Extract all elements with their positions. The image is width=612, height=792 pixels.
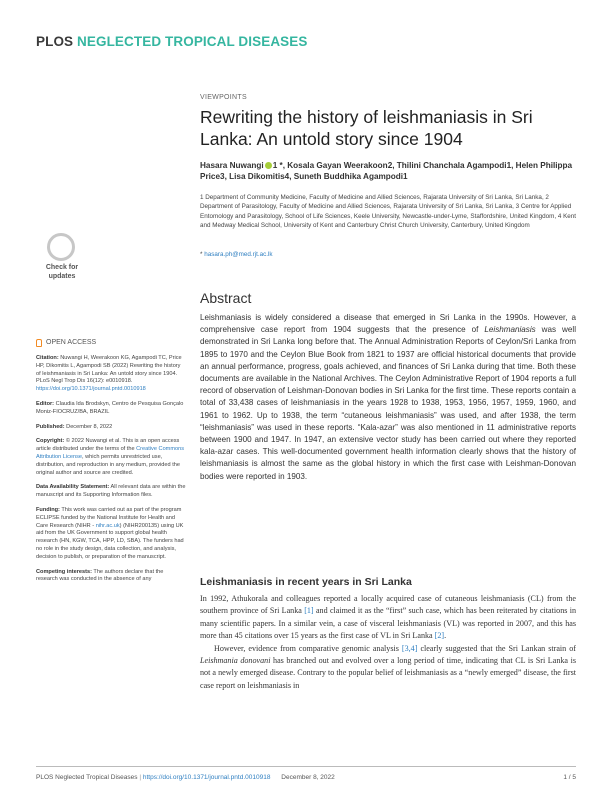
journal-brand — [36, 34, 308, 49]
footer-date: December 8, 2022 — [281, 774, 335, 781]
first-author: Hasara Nuwangi — [200, 161, 264, 170]
author-list — [200, 160, 580, 182]
check-updates-label: Check for updates — [45, 264, 79, 280]
funding-block: Funding: This work was carried out as part of the program ECLIPSE funded by the National Institute for Health and Care Research (NIHR - nihr.ac.uk) (NIHR200135) using UK aid from the UK Government to support global health research (HN, KGW, TCA, HPP, LD, SBA). The funders had no role in the study design, data collection, and analysis, decision to publish, or preparation of the manuscript. — [36, 506, 184, 560]
authors-middle: 1 *, Kosala Gayan Weerakoon — [272, 161, 388, 170]
copyright-block: Copyright: © 2022 Nuwangi et al. This is an open access article distributed under the terms of the Creative Commons Attribution License, which permits unrestricted use, distribution, and reproduction in any medium, provided the original author and source are credited. — [36, 438, 185, 476]
footer-divider — [36, 766, 576, 767]
nihr-link[interactable]: nihr.ac.uk — [95, 522, 120, 529]
open-lock-icon — [36, 339, 42, 347]
competing-interests-block: Competing interests: The authors declare that the research was conducted in the absence of any — [36, 568, 164, 583]
abstract-text: Leishmaniasis is widely considered a disease that emerged in Sri Lanka in the 1990s. However, a comprehensive case report from 1904 suggests that the presence of Leishmaniasis was well demonstrated in Sri Lanka long before that. The Annual Administration Reports of Ceylon/Sri Lanka from 1895 to 1970 and the Ceylon Blue Book from 1821 to 1937 are official historical documents that provide an annual performance, progress, goals achieved, and finances of Sri Lanka during that time. Both these documents are available in the National Archives. The Ceylon Administrative Report of 1904 reports a full record of observation of Leishman-Donovan bodies in Sri Lanka for the first time. These reports contain a total of 33,438 cases of leishmaniasis in the years 1928 to 1938, 1953, 1956, 1957, 1959, 1960, and 1961 to 1962. Up to 1938, the term “cutaneous leishmaniasis” was used, and after 1938, the term “leishmaniasis” was used in these reports. “Kala-azar” was also mentioned in 11 administrative reports between 1900 and 1947. In 1947, an extensive vector study has been carried out where they reported kala-azar cases. This well-documented government health information clearly shows that the history of leishmaniasis is almost the same as the global history in which the first case with Leishman-Donovan bodies were reported in 1903. — [200, 313, 576, 481]
article-sidebar — [36, 339, 186, 591]
brand-plos: PLOS — [36, 34, 74, 49]
footer-doi-link[interactable]: https://doi.org/10.1371/journal.pntd.0010918 — [142, 774, 271, 781]
editor-block: Editor: Claudia Ida Brodskyn, Centro de Pesquisa Gonçalo Moniz-FIOCRUZ/BA, BRAZIL — [36, 400, 184, 415]
brand-journal-name: NEGLECTED TROPICAL DISEASES — [77, 34, 308, 49]
article-title: Rewriting the history of leishmaniasis in Sri Lanka: An untold story since 1904 — [200, 107, 533, 149]
citation-block: Citation: Nuwangi H, Weerakoon KG, Agampodi TC, Price HP, Dikomitis L, Agampodi SB (2022) Rewriting the history of leishmaniasis in Sri Lanka: An untold story since 1904. PLoS Negl Trop Dis 16(12): e0010918. https://doi.org/10.1371/journal.pntd.0010918 — [36, 355, 182, 393]
page-footer — [36, 774, 335, 781]
license-link[interactable]: Creative Commons Attribution License — [36, 446, 185, 460]
footer-separator: | — [139, 774, 142, 781]
check-updates-icon — [47, 233, 75, 261]
page-number: 1 / 5 — [563, 774, 576, 781]
reference-link-2[interactable]: [2] — [434, 631, 445, 641]
data-availability-block: Data Availability Statement: All relevant data are within the manuscript and its Supporting Information files. — [36, 484, 186, 499]
section-heading: Leishmaniasis in recent years in Sri Lanka — [200, 576, 412, 588]
email-link[interactable]: hasara.ph@med.rjt.ac.lk — [204, 251, 273, 258]
published-block: Published: December 8, 2022 — [36, 423, 113, 430]
footer-journal: PLOS Neglected Tropical Diseases — [36, 774, 138, 781]
body-paragraph: In 1992, Athukorala and colleagues reported a locally acquired case of cutaneous leishmaniasis (CL) from the southern province of Sri Lanka [1] and claimed it as the “first” such case, which has been reiterated by citations in many scientific papers. In a similar vein, a case of visceral leishmaniasis (VL) was reported in 2007, and this has more than 45 citations over 15 years as the first case of VL in Sri Lanka [2]. — [200, 594, 577, 641]
email-star: * — [200, 251, 203, 258]
reference-link-3-4[interactable]: [3,4] — [401, 643, 418, 653]
orcid-icon[interactable] — [265, 162, 272, 169]
body-paragraph: However, evidence from comparative genomic analysis [3,4] clearly suggested that the Sri Lankan strain of Leishmania donovani has branched out and evolved over a long period of time, indicating that CL is Sri Lanka is not a newly emerged disease. Contrary to the popular belief of leishmaniasis as a “newly emerged” disease, the first case report on leishmaniasis in — [200, 643, 576, 690]
reference-link-1[interactable]: [1] — [304, 606, 314, 616]
open-access-badge: OPEN ACCESS — [36, 339, 186, 347]
citation-doi-link[interactable]: https://doi.org/10.1371/journal.pntd.0010918 — [36, 386, 146, 393]
authors-rest: 2, Thilini Chanchala Agampodi1, Helen Philippa Price3, Lisa Dikomitis4, Suneth Buddhika Agampodi1 — [200, 161, 573, 181]
section-body — [200, 593, 576, 692]
article-type: VIEWPOINTS — [200, 94, 247, 101]
abstract-heading: Abstract — [200, 290, 252, 306]
check-for-updates-badge[interactable] — [36, 233, 88, 289]
affiliations: 1 Department of Community Medicine, Faculty of Medicine and Allied Sciences, Rajarata University of Sri Lanka, Sri Lanka, 2 Department of Parasitology, Faculty of Medicine and Allied Sciences, Rajarata University of Sri Lanka, Sri Lanka, 3 Centre for Applied Entomology and Parasitology, School of Life Sciences, Keele University, Newcastle-under-Lyme, Staffordshire, United Kingdom, 4 Kent and Medway Medical School, University of Kent and Canterbury Christ Church University, Canterbury, United Kingdom — [200, 194, 577, 229]
corresponding-email — [200, 251, 273, 258]
